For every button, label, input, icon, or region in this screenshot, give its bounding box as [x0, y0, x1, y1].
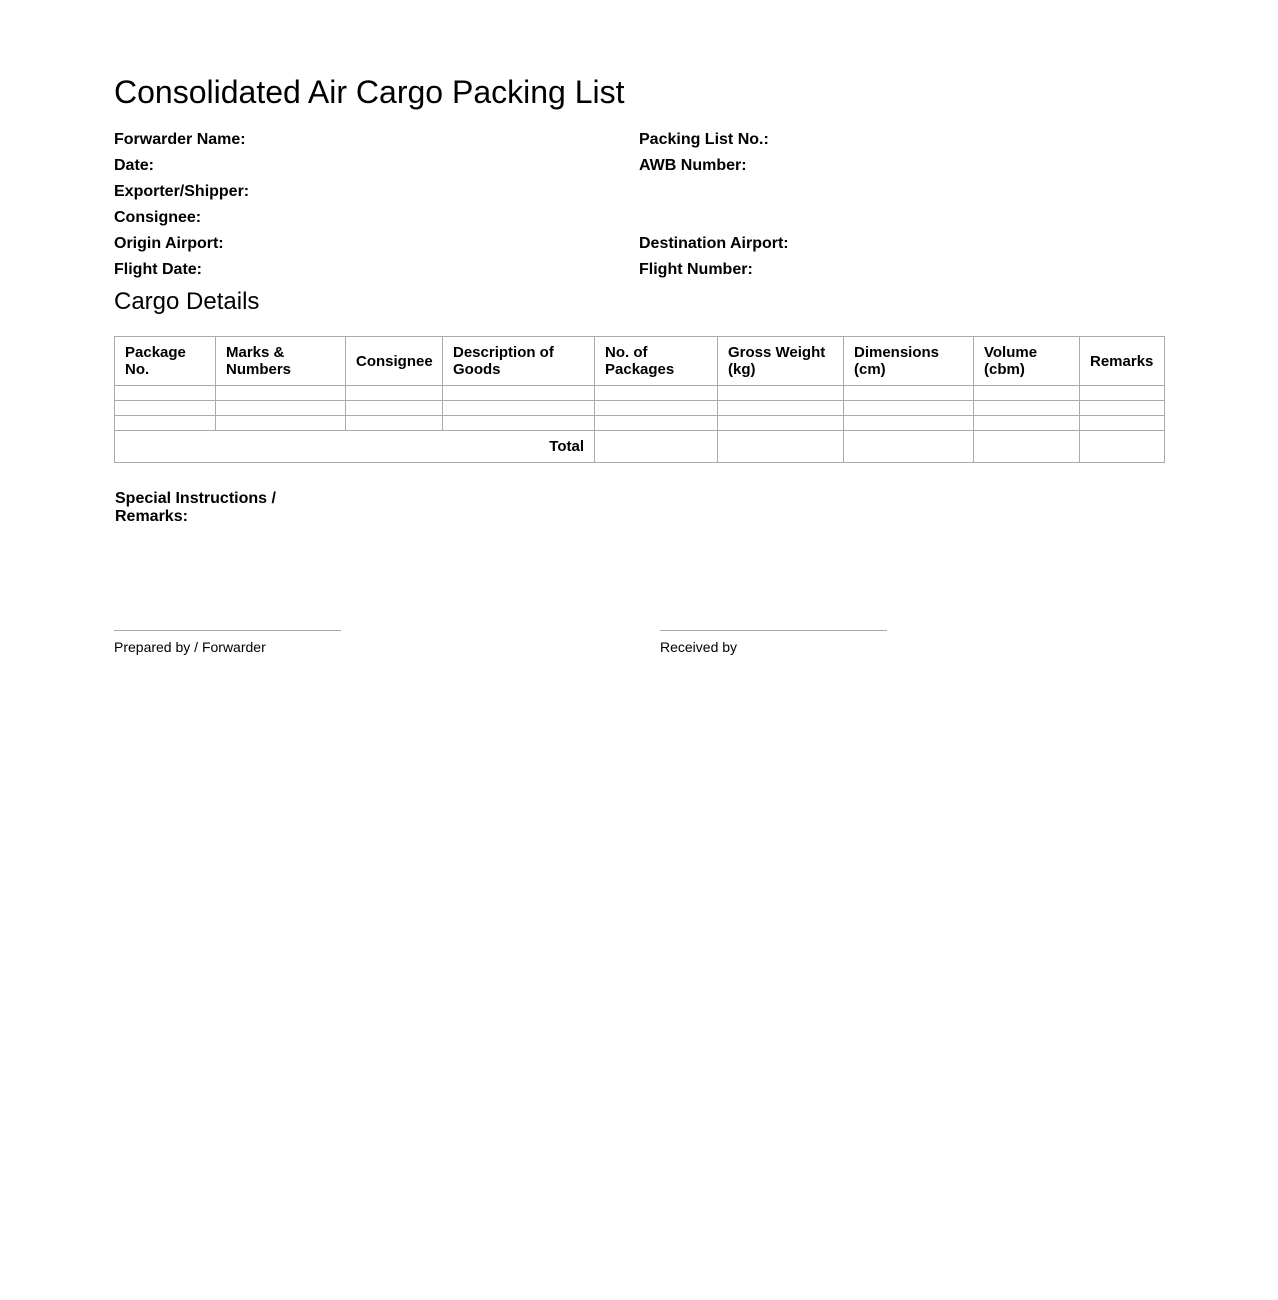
table-cell[interactable]	[974, 416, 1080, 431]
total-gross-weight[interactable]	[718, 431, 844, 463]
table-cell[interactable]	[346, 416, 443, 431]
table-cell[interactable]	[974, 386, 1080, 401]
table-cell[interactable]	[1080, 386, 1165, 401]
table-header-row	[115, 337, 1165, 386]
total-dimensions[interactable]	[844, 431, 974, 463]
prepared-by-label: Prepared by / Forwarder	[114, 639, 266, 655]
table-cell[interactable]	[443, 401, 595, 416]
column-header-gross-weight: Gross Weight (kg)	[718, 337, 844, 386]
table-cell[interactable]	[974, 401, 1080, 416]
column-header-no-of-packages: No. of Packages	[595, 337, 718, 386]
flight-number-field: Flight Number:	[639, 261, 753, 278]
page-title: Consolidated Air Cargo Packing List	[114, 74, 625, 110]
total-remarks[interactable]	[1080, 431, 1165, 463]
table-cell[interactable]	[718, 386, 844, 401]
prepared-by-signature-line[interactable]	[114, 630, 341, 631]
column-header-marks-numbers: Marks & Numbers	[216, 337, 346, 386]
forwarder-name-field: Forwarder Name:	[114, 131, 246, 148]
date-field: Date:	[114, 157, 155, 174]
table-cell[interactable]	[443, 416, 595, 431]
table-cell[interactable]	[844, 386, 974, 401]
awb-number-field: AWB Number:	[639, 157, 747, 174]
prepared-by-signature	[114, 630, 341, 656]
table-cell[interactable]	[216, 401, 346, 416]
table-cell[interactable]	[595, 401, 718, 416]
cargo-details-table	[114, 336, 1165, 463]
table-cell[interactable]	[443, 386, 595, 401]
table-cell[interactable]	[595, 386, 718, 401]
table-cell[interactable]	[1080, 401, 1165, 416]
table-cell[interactable]	[216, 416, 346, 431]
column-header-description: Description of Goods	[443, 337, 595, 386]
column-header-dimensions: Dimensions (cm)	[844, 337, 974, 386]
total-volume[interactable]	[974, 431, 1080, 463]
table-row	[115, 401, 1165, 416]
table-row	[115, 386, 1165, 401]
table-cell[interactable]	[844, 401, 974, 416]
exporter-shipper-field: Exporter/Shipper:	[114, 183, 250, 200]
table-cell[interactable]	[595, 416, 718, 431]
special-instructions-label: Special Instructions / Remarks:	[115, 490, 276, 525]
table-cell[interactable]	[718, 401, 844, 416]
table-cell[interactable]	[115, 386, 216, 401]
consignee-field: Consignee:	[114, 209, 202, 226]
total-label: Total	[115, 431, 595, 463]
column-header-volume: Volume (cbm)	[974, 337, 1080, 386]
total-no-of-packages[interactable]	[595, 431, 718, 463]
origin-airport-field: Origin Airport:	[114, 235, 224, 252]
received-by-signature-line[interactable]	[660, 630, 887, 631]
column-header-package-no: Package No.	[115, 337, 216, 386]
destination-airport-field: Destination Airport:	[639, 235, 789, 252]
cargo-details-heading: Cargo Details	[114, 288, 260, 315]
total-row	[115, 431, 1165, 463]
table-cell[interactable]	[1080, 416, 1165, 431]
table-cell[interactable]	[115, 416, 216, 431]
table-cell[interactable]	[115, 401, 216, 416]
table-cell[interactable]	[216, 386, 346, 401]
table-cell[interactable]	[718, 416, 844, 431]
column-header-remarks: Remarks	[1080, 337, 1165, 386]
packing-list-no-field: Packing List No.:	[639, 131, 769, 148]
received-by-label: Received by	[660, 639, 738, 655]
received-by-signature	[660, 630, 887, 656]
table-cell[interactable]	[346, 401, 443, 416]
flight-date-field: Flight Date:	[114, 261, 202, 278]
column-header-consignee: Consignee	[346, 337, 443, 386]
table-cell[interactable]	[346, 386, 443, 401]
table-cell[interactable]	[844, 416, 974, 431]
table-row	[115, 416, 1165, 431]
